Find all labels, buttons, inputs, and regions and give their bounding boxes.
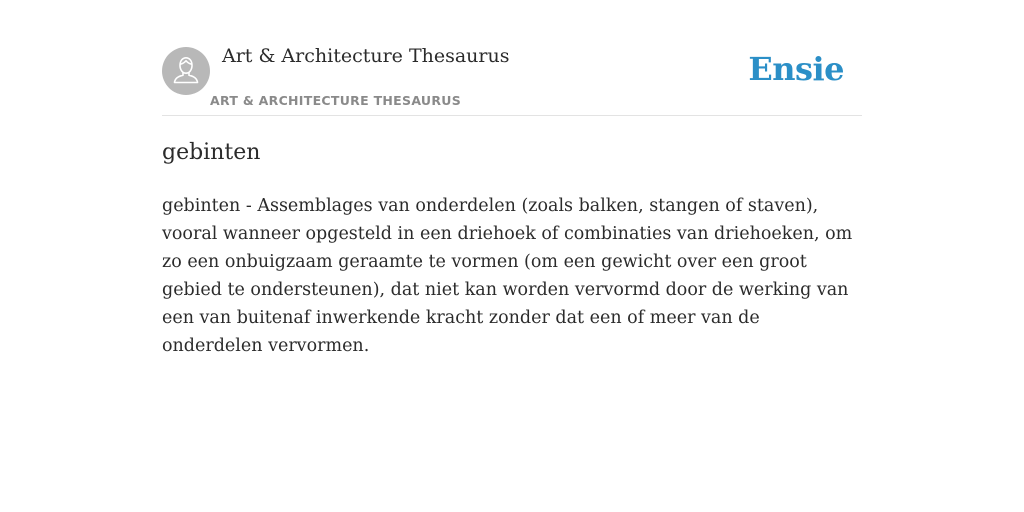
page-container	[162, 0, 862, 356]
page-title: gebinten	[162, 140, 261, 165]
brand-logo-link[interactable]: Ensie	[748, 50, 844, 88]
source-title[interactable]: Art & Architecture Thesaurus	[222, 45, 510, 67]
avatar[interactable]	[162, 47, 210, 95]
source-subtitle[interactable]: ART & ARCHITECTURE THESAURUS	[210, 93, 462, 108]
definition-text: gebinten - Assemblages van onderdelen (zoals balken, stangen of staven), vooral wanneer opgesteld in een driehoek of combinaties van driehoeken, om zo een onbuigzaam geraamte te vormen (om een gewicht over een groot gebied te ondersteunen), dat niet kan worden vervormd door de werking van een van buitenaf inwerkende kracht zonder dat een of meer van de onderdelen vervormen.	[162, 196, 853, 356]
user-silhouette-icon	[162, 47, 210, 95]
source-header	[162, 0, 862, 116]
